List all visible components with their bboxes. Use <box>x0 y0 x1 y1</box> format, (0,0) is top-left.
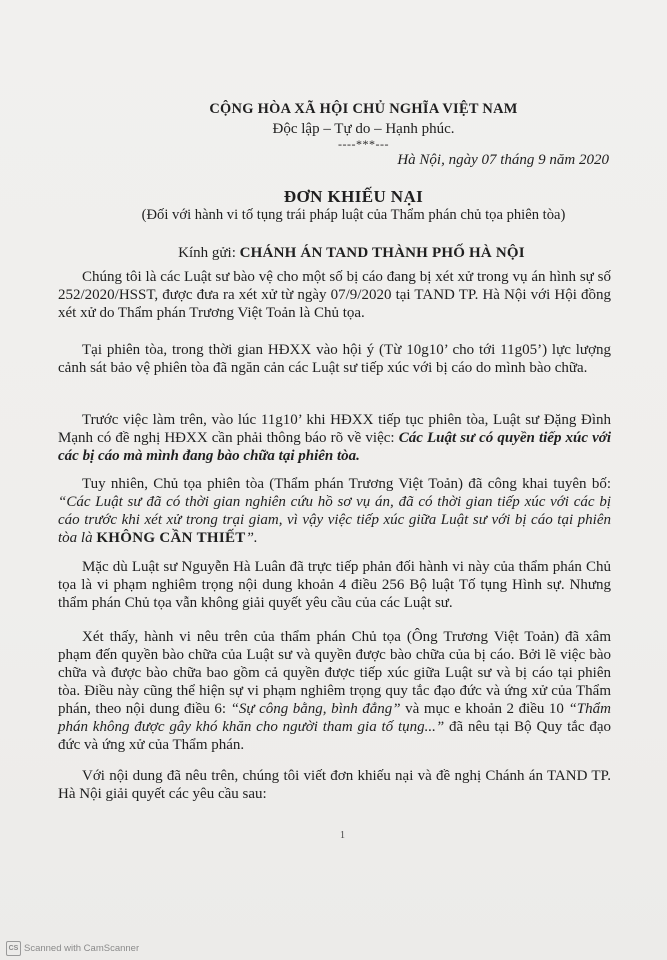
paragraph-4-caps: KHÔNG CẦN THIẾT <box>96 530 246 546</box>
paragraph-1: Chúng tôi là các Luật sư bào vệ cho một số bị cáo đang bị xét xử trong vụ án hình sự số 252/2020/HSST, được đưa ra xét xử từ ngày 07/9/2020 tại TAND TP. Hà Nội với Hội đồng xét xử do Thẩm phán Trương Việt Toản là Chủ tọa. <box>58 269 611 321</box>
paragraph-5: Mặc dù Luật sư Nguyễn Hà Luân đã trực tiếp phản đối hành vi này của thẩm phán Chủ tọa là vi phạm nghiêm trọng nội dung khoản 4 điều 256 Bộ luật Tố tụng Hình sự. Nhưng thẩm phán Chủ tọa vẫn không giải quyết yêu cầu của các Luật sư. <box>58 559 611 611</box>
paragraph-4-end: ”. <box>245 530 258 546</box>
paragraph-4-quote: “Các Luật sư đã có thời gian nghiên cứu hồ sơ vụ án, đã có thời gian tiếp xúc với các bị cáo trước khi xét xử trong trại giam, vì vậy việc tiếp xúc giữa Luật sư với bị cáo tại phiên tòa là <box>58 494 611 546</box>
page-number: 1 <box>340 830 345 841</box>
paragraph-3 <box>58 411 611 465</box>
paragraph-3-emphasis: Các Luật sư có quyền tiếp xúc với các bị cáo mà mình đang bào chữa tại phiên tòa. <box>58 430 612 464</box>
scanner-watermark <box>6 941 139 956</box>
recipient-label: Kính gửi: <box>178 245 240 261</box>
paragraph-4 <box>58 475 611 547</box>
paragraph-6 <box>58 628 611 754</box>
scanner-label: Scanned with CamScanner <box>24 943 140 954</box>
motto: Độc lập – Tự do – Hạnh phúc. <box>272 121 455 137</box>
recipient-line <box>0 245 667 262</box>
paragraph-3-text: Trước việc làm trên, vào lúc 11g10’ khi HĐXX tiếp tục phiên tòa, Luật sư Đặng Đình Mạnh có đề nghị HĐXX cần phải thông báo rõ về việc: <box>58 412 611 446</box>
paragraph-6-text-c: đã nêu tại Bộ Quy tắc đạo đức và ứng xử của Thẩm phán. <box>58 719 611 753</box>
header-separator: ----***--- <box>338 137 389 151</box>
paragraph-6-quote-1: “Sự công bằng, bình đẳng” <box>230 701 401 717</box>
nation-heading: CỘNG HÒA XÃ HỘI CHỦ NGHĨA VIỆT NAM <box>209 101 518 117</box>
paragraph-7: Với nội dung đã nêu trên, chúng tôi viết đơn khiếu nại và đề nghị Chánh án TAND TP. Hà Nội giải quyết các yêu cầu sau: <box>58 768 611 802</box>
paragraph-4-text: Tuy nhiên, Chủ tọa phiên tòa (Thẩm phán Trương Việt Toản) đã công khai tuyên bố: <box>82 476 611 492</box>
document-date: Hà Nội, ngày 07 tháng 9 năm 2020 <box>397 152 609 168</box>
paragraph-6-text-a: Xét thấy, hành vi nêu trên của thẩm phán Chủ tọa (Ông Trương Việt Toản) đã xâm phạm đến quyền bào chữa của Luật sư và quyền được bào chữa của bị cáo. Bởi lẽ việc bào chữa và được bào chữa bao gồm cả quyền được tiếp xúc giữa Luật sư và bị cáo tại phiên tòa. Điều này cũng thể hiện sự vi phạm nghiêm trọng quy tắc đạo đức và ứng xử của Thẩm phán, theo nội dung điều 6: <box>58 629 611 717</box>
document-subtitle: (Đối với hành vi tố tụng trái pháp luật của Thẩm phán chủ tọa phiên tòa) <box>141 207 566 223</box>
paragraph-6-text-b: và mục e khoản 2 điều 10 <box>400 701 569 717</box>
paragraph-6-quote-2: “Thẩm phán không được gây khó khăn cho người tham gia tố tụng...” <box>58 701 611 735</box>
document-title: ĐƠN KHIẾU NẠI <box>283 187 424 206</box>
recipient-name: CHÁNH ÁN TAND THÀNH PHỐ HÀ NỘI <box>239 245 525 261</box>
camscanner-icon: CS <box>6 941 21 956</box>
paragraph-2: Tại phiên tòa, trong thời gian HĐXX vào hội ý (Từ 10g10’ cho tới 11g05’) lực lượng cảnh sát bảo vệ phiên tòa đã ngăn cản các Luật sư tiếp xúc với bị cáo do mình bào chữa. <box>58 342 611 376</box>
